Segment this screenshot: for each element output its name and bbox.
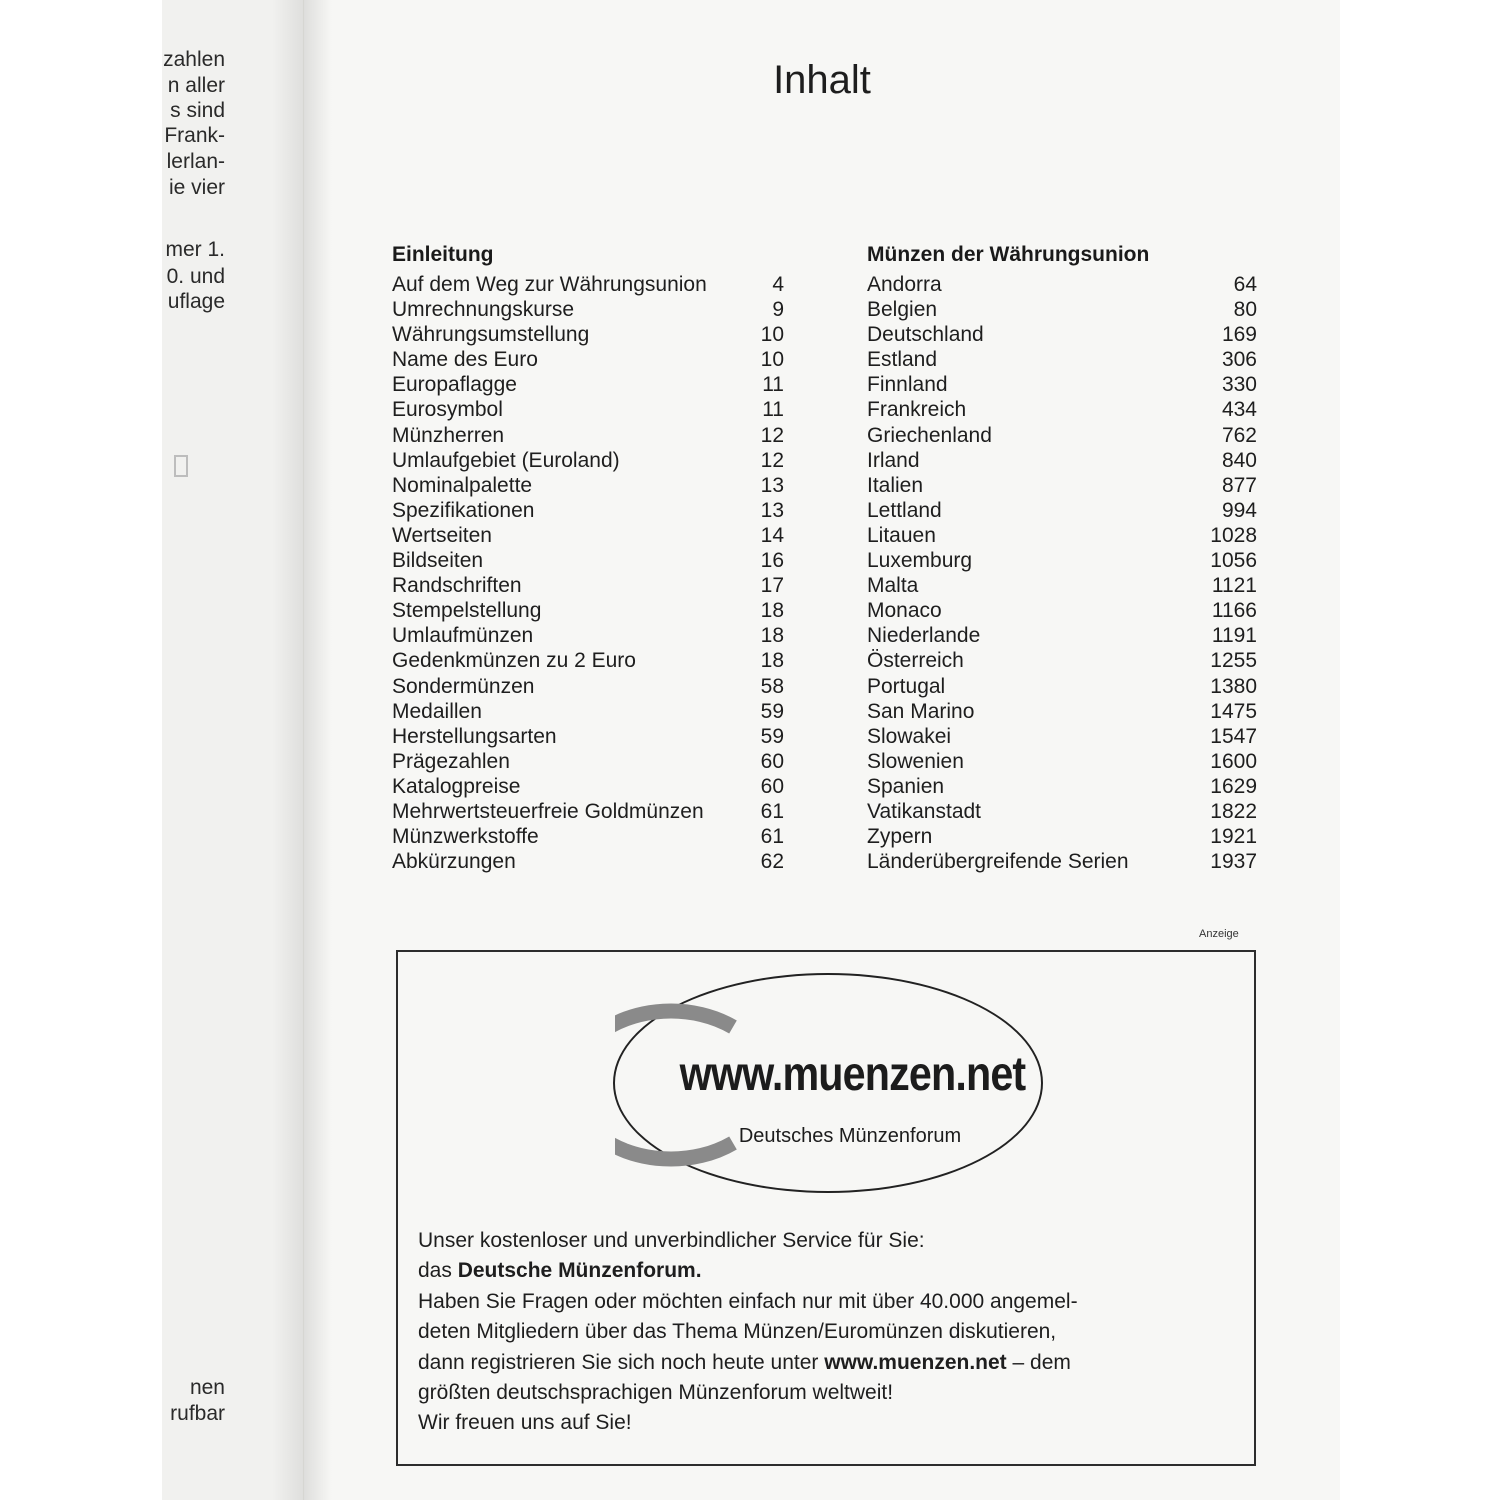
right-page (304, 0, 1340, 1500)
toc-entry-page: 61 (760, 825, 784, 849)
toc-entry-label: Estland (867, 348, 938, 372)
toc-entry-page: 1921 (1210, 825, 1257, 849)
toc-heading-muenzen: Münzen der Währungsunion (867, 243, 1150, 266)
toc-entry-page: 60 (760, 749, 784, 773)
ad-line (418, 1256, 1248, 1286)
toc-entry (392, 749, 784, 774)
toc-entry-page: 330 (1221, 373, 1257, 397)
left-page-fragment: mer 1. (165, 238, 225, 261)
toc-entry (392, 297, 784, 322)
toc-entry-page: 994 (1221, 498, 1257, 522)
toc-entry (867, 347, 1257, 372)
toc-entry (392, 824, 784, 849)
toc-entry-label: Katalogpreise (392, 774, 521, 798)
toc-entry-page: 13 (760, 473, 784, 497)
toc-entry-label: Umlaufmünzen (392, 624, 534, 648)
toc-column-right (867, 272, 1257, 874)
toc-entry (392, 397, 784, 422)
left-page-fragment: 0. und (166, 265, 225, 288)
toc-entry-label: Litauen (867, 523, 936, 547)
logo-tagline: Deutsches Münzenforum (738, 1125, 962, 1147)
toc-entry-page: 169 (1221, 323, 1257, 347)
toc-entry-label: Sondermünzen (392, 674, 535, 698)
toc-entry-page: 14 (760, 523, 784, 547)
left-page-fragment: n aller (167, 74, 225, 97)
toc-entry (392, 774, 784, 799)
logo-url: www.muenzen.net (679, 1048, 1026, 1101)
toc-entry-label: Nominalpalette (392, 473, 533, 497)
ad-body (418, 1226, 1248, 1439)
toc-entry-page: 16 (760, 549, 784, 573)
toc-entry-page: 840 (1221, 448, 1257, 472)
toc-entry (392, 322, 784, 347)
toc-entry-page: 1166 (1211, 599, 1257, 623)
toc-entry (392, 674, 784, 699)
toc-entry-label: Italien (867, 473, 924, 497)
toc-entry-label: Randschriften (392, 574, 522, 598)
toc-entry (867, 297, 1257, 322)
toc-entry-page: 61 (760, 799, 784, 823)
toc-entry-label: Mehrwertsteuerfreie Goldmünzen (392, 799, 704, 823)
toc-entry-page: 17 (760, 574, 784, 598)
toc-entry-label: Spanien (867, 774, 945, 798)
toc-entry (392, 473, 784, 498)
toc-entry-page: 62 (760, 850, 784, 874)
advertisement (396, 950, 1256, 1466)
toc-entry (392, 372, 784, 397)
toc-entry-page: 762 (1221, 423, 1257, 447)
toc-entry-page: 1255 (1210, 649, 1257, 673)
toc-entry (867, 423, 1257, 448)
toc-entry-page: 1121 (1211, 574, 1257, 598)
ad-line: Unser kostenloser und unverbindlicher Service für Sie: (418, 1229, 925, 1252)
toc-entry (392, 347, 784, 372)
toc-entry (392, 799, 784, 824)
toc-entry-label: Österreich (867, 649, 964, 673)
spine-shadow (304, 0, 332, 1500)
toc-entry (867, 473, 1257, 498)
toc-entry (392, 423, 784, 448)
left-page-fragment: uflage (167, 290, 225, 313)
toc-entry (392, 523, 784, 548)
toc-entry-label: Wertseiten (392, 523, 492, 547)
toc-entry-page: 306 (1221, 348, 1257, 372)
toc-entry-label: Luxemburg (867, 549, 973, 573)
toc-entry-page: 9 (772, 298, 784, 322)
ad-line: deten Mitgliedern über das Thema Münzen/Euromünzen diskutieren, (418, 1320, 1057, 1344)
left-page-fragment: rufbar (170, 1402, 225, 1425)
toc-column-left (392, 272, 784, 874)
toc-entry (392, 849, 784, 874)
ad-tag: Anzeige (1199, 928, 1239, 940)
toc-entry (392, 548, 784, 573)
toc-entry-page: 434 (1221, 398, 1257, 422)
toc-entry (867, 824, 1257, 849)
toc-entry-page: 12 (760, 448, 784, 472)
toc-entry-page: 18 (760, 649, 784, 673)
left-page-fragment: lerlan- (166, 150, 225, 173)
ad-url-link[interactable]: www.muenzen.net (824, 1350, 1007, 1374)
left-page-fragment: s sind (170, 99, 225, 122)
toc-entry-page: 1475 (1210, 699, 1257, 723)
toc-entry-page: 1380 (1210, 674, 1257, 698)
toc-entry-page: 1028 (1210, 523, 1257, 547)
toc-entry-label: Andorra (867, 273, 942, 296)
toc-entry (392, 724, 784, 749)
toc-entry (392, 623, 784, 648)
toc-entry-page: 64 (1233, 273, 1257, 296)
toc-entry-page: 10 (760, 348, 784, 372)
toc-entry-label: Irland (867, 448, 920, 472)
toc-entry (867, 648, 1257, 673)
toc-entry-page: 10 (760, 323, 784, 347)
toc-entry (392, 598, 784, 623)
toc-entry-label: Finnland (867, 373, 948, 397)
toc-entry-label: Name des Euro (392, 348, 538, 372)
toc-entry-label: Griechenland (867, 423, 992, 447)
toc-entry (867, 724, 1257, 749)
left-page (162, 0, 304, 1500)
toc-entry-label: Herstellungsarten (392, 724, 557, 748)
toc-entry (867, 749, 1257, 774)
toc-entry-page: 877 (1221, 473, 1257, 497)
toc-entry-label: Gedenkmünzen zu 2 Euro (392, 649, 636, 673)
toc-entry-page: 1056 (1210, 549, 1257, 573)
toc-entry (867, 498, 1257, 523)
ad-line-text: dann registrieren Sie sich noch heute unter (418, 1350, 825, 1374)
toc-entry-page: 11 (762, 398, 784, 422)
toc-entry (867, 372, 1257, 397)
toc-entry (867, 272, 1257, 297)
toc-entry-label: Europaflagge (392, 373, 517, 397)
toc-entry-label: Vatikanstadt (867, 799, 982, 823)
ad-line: Haben Sie Fragen oder möchten einfach nur mit über 40.000 angemel- (418, 1289, 1078, 1313)
toc-entry-label: Länderübergreifende Serien (867, 850, 1129, 874)
toc-entry-label: Währungsumstellung (392, 323, 590, 347)
toc-entry (867, 774, 1257, 799)
toc-entry-label: Belgien (867, 298, 938, 322)
logo-oval (613, 973, 1043, 1193)
toc-entry-label: Zypern (867, 825, 933, 849)
toc-entry-page: 1191 (1211, 624, 1257, 648)
toc-entry (392, 648, 784, 673)
left-page-fragment: nen (189, 1376, 225, 1399)
toc-entry-label: Abkürzungen (392, 850, 516, 874)
toc-entry-label: Frankreich (867, 398, 967, 422)
toc-entry-label: Slowenien (867, 749, 964, 773)
toc-entry-page: 58 (760, 674, 784, 698)
toc-entry-label: San Marino (867, 699, 975, 723)
toc-entry-label: Münzherren (392, 423, 505, 447)
toc-entry (867, 573, 1257, 598)
toc-entry-label: Slowakei (867, 724, 952, 748)
toc-entry (867, 623, 1257, 648)
ad-line-text: das (418, 1259, 458, 1283)
toc-entry (867, 699, 1257, 724)
toc-entry (867, 548, 1257, 573)
toc-entry (392, 272, 784, 297)
left-page-fragment: Frank- (164, 124, 225, 147)
toc-entry-page: 1937 (1210, 850, 1257, 874)
toc-entry (867, 448, 1257, 473)
toc-entry-label: Münzwerkstoffe (392, 825, 539, 849)
toc-entry (867, 598, 1257, 623)
toc-entry-label: Umlaufgebiet (Euroland) (392, 448, 620, 472)
toc-entry-page: 1547 (1210, 724, 1257, 748)
toc-entry (867, 322, 1257, 347)
toc-entry (867, 849, 1257, 874)
toc-entry-label: Malta (867, 574, 919, 598)
toc-entry-page: 12 (760, 423, 784, 447)
page-mark (174, 455, 188, 477)
ad-line (418, 1348, 1248, 1378)
toc-entry-page: 18 (760, 624, 784, 648)
toc-entry-page: 59 (760, 724, 784, 748)
page-fold-shadow (272, 0, 304, 1500)
toc-entry-page: 1600 (1210, 749, 1257, 773)
toc-entry (392, 448, 784, 473)
toc-entry-label: Stempelstellung (392, 599, 542, 623)
left-page-fragment: zahlen (163, 48, 225, 71)
toc-heading-einleitung: Einleitung (392, 243, 494, 266)
toc-entry-label: Eurosymbol (392, 398, 503, 422)
toc-entry-page: 4 (772, 273, 784, 296)
toc-entry (867, 799, 1257, 824)
ad-line-text: – dem (1006, 1350, 1071, 1374)
toc-entry-label: Medaillen (392, 699, 482, 723)
toc-entry-label: Umrechnungskurse (392, 298, 575, 322)
left-page-fragment: ie vier (168, 176, 225, 199)
toc-entry-label: Monaco (867, 599, 942, 623)
toc-entry-page: 11 (762, 373, 784, 397)
toc-entry (867, 674, 1257, 699)
toc-entry (867, 523, 1257, 548)
toc-entry (867, 397, 1257, 422)
toc-entry-label: Lettland (867, 498, 942, 522)
toc-entry-page: 18 (760, 599, 784, 623)
ad-line: Wir freuen uns auf Sie! (418, 1411, 632, 1435)
toc-entry-page: 80 (1233, 298, 1257, 322)
toc-entry-label: Portugal (867, 674, 946, 698)
toc-entry-label: Spezifikationen (392, 498, 535, 522)
toc-entry-label: Auf dem Weg zur Währungsunion (392, 273, 707, 296)
toc-entry-page: 1629 (1210, 774, 1257, 798)
toc-entry-label: Prägezahlen (392, 749, 510, 773)
toc-entry-page: 60 (760, 774, 784, 798)
toc-entry (392, 498, 784, 523)
toc-entry-label: Deutschland (867, 323, 984, 347)
toc-entry-label: Bildseiten (392, 549, 484, 573)
toc-entry-page: 1822 (1210, 799, 1257, 823)
toc-entry-page: 59 (760, 699, 784, 723)
ad-forum-name: Deutsche Münzenforum. (457, 1259, 702, 1283)
ad-line: größten deutschsprachigen Münzenforum weltweit! (418, 1381, 894, 1405)
page-title: Inhalt (773, 58, 871, 102)
toc-entry (392, 699, 784, 724)
toc-entry-label: Niederlande (867, 624, 981, 648)
toc-entry (392, 573, 784, 598)
toc-entry-page: 13 (760, 498, 784, 522)
